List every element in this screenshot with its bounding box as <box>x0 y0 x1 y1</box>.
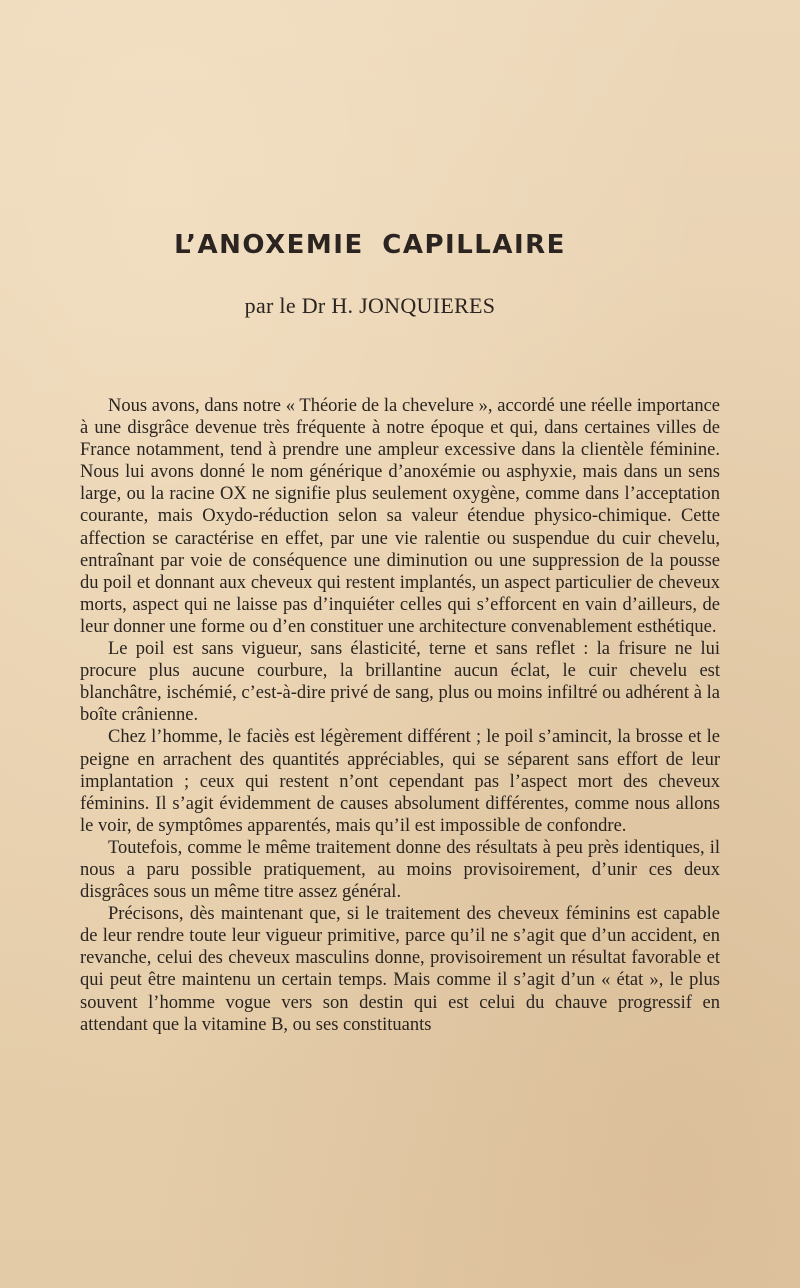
article-author: par le Dr H. JONQUIERES <box>244 293 496 318</box>
paragraph: Chez l’homme, le faciès est légèrement différent ; le poil s’amincit, la brosse et le peigne en arrachent des quantités appréciables, qui se séparent sans effort de leur implantation ; ceux qui restent n’ont cependant pas l’aspect mort des cheveux féminins. Il s’agit évidemment de causes absolument différentes, comme nous allons le voir, de symptômes apparentés, mais qu’il est impossible de confondre. <box>80 727 720 836</box>
paragraph: Le poil est sans vigueur, sans élasticité, terne et sans reflet : la frisure ne lui procure plus aucune courbure, la brillantine aucun éclat, le cuir chevelu est blanchâtre, ischémié, c’est-à-dire privé de sang, plus ou moins infiltré ou adhérent à la boîte crânienne. <box>80 639 720 726</box>
article-title: L’ANOXEMIE CAPILLAIRE <box>174 230 566 260</box>
paragraph: Toutefois, comme le même traitement donne des résultats à peu près identiques, il nous a paru possible pratiquement, au moins provisoirement, d’unir ces deux disgrâces sous un même titre assez général. <box>80 837 720 903</box>
paragraph: Nous avons, dans notre « Théorie de la chevelure », accordé une réelle importance à une disgrâce devenue très fréquente à notre époque et qui, dans certaines villes de France notamment, tend à prendre une ampleur excessive dans la clientèle féminine. Nous lui avons donné le nom générique d’anoxémie ou asphyxie, mais dans un sens large, ou la racine OX ne signifie plus seulement oxygène, comme dans l’acceptation courante, mais Oxydo-réduction selon sa valeur étendue physico-chimique. Cette affection se caractérise en effet, par une vie ralentie ou suspendue du cuir chevelu, entraînant par voie de conséquence une diminution ou une suppression de la pousse du poil et donnant aux cheveux qui restent implantés, un aspect particulier de cheveux morts, aspect qui ne laisse pas d’inquiéter celles qui s’efforcent en vain d’ailleurs, de leur donner une forme ou d’en constituer une architecture convenablement esthétique. <box>80 396 720 637</box>
paragraph: Précisons, dès maintenant que, si le traitement des cheveux féminins est capable de leur rendre toute leur vigueur primitive, parce qu’il ne s’agit que d’un accident, en revanche, celui des cheveux masculins donne, provisoirement un résultat favorable et qui peut être maintenu un certain temps. Mais comme il s’agit d’un « état », le plus souvent l’homme vogue vers son destin qui est celui du chauve progressif en attendant que la vitamine B, ou ses constituants <box>80 904 720 1035</box>
article-body <box>80 395 720 1036</box>
